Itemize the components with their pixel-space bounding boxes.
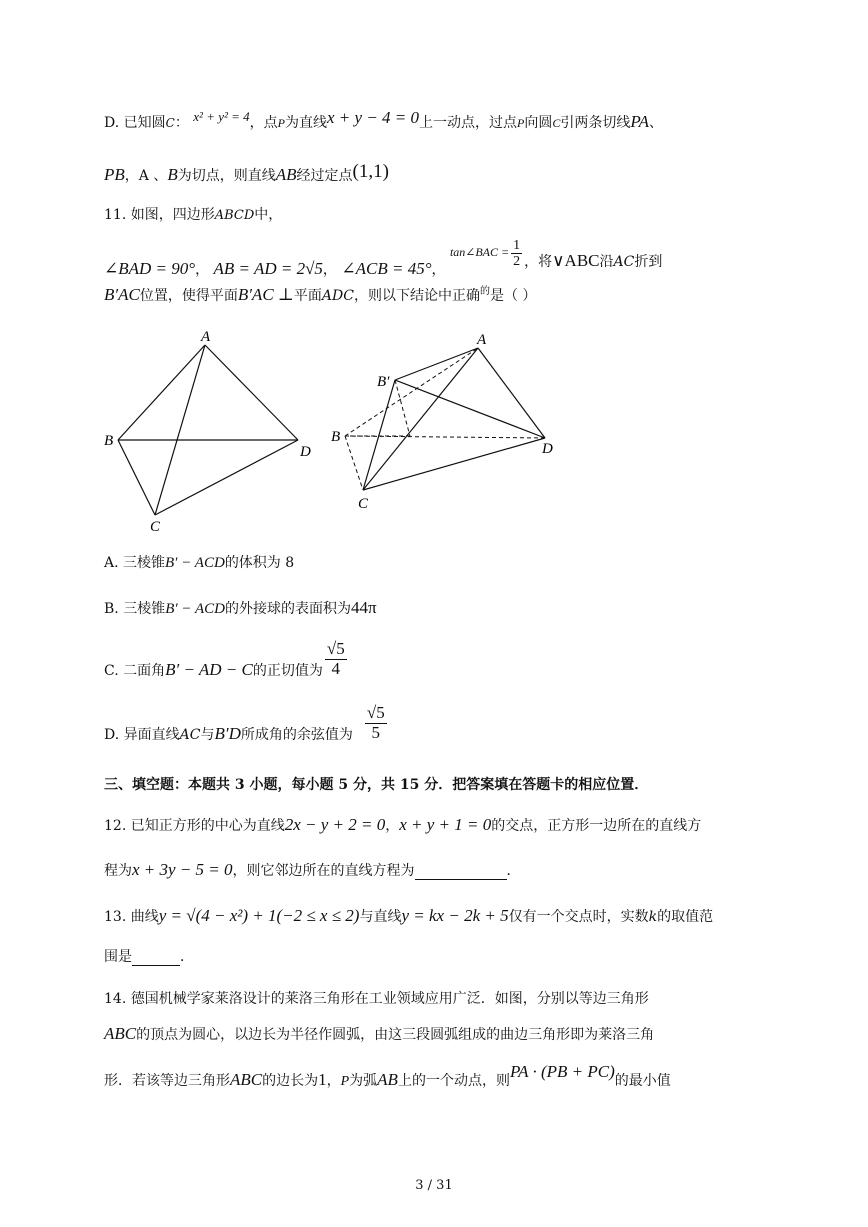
q11-option-d: D. 异面直线AC与B′D所成角的余弦值为 $\frac{√5}{5}$ [104,703,385,744]
curve-equation: y = √(4 − x²) + 1(−2 ≤ x ≤ 2) [158,906,360,925]
label-c: C [150,519,161,535]
q12-line1: 12. 已知正方形的中心为直线2x − y + 2 = 0，x + y + 1 = 0的交点，正方形一边所在的直线方 [104,815,702,834]
q12-line2: 程为x + 3y − 5 = 0，则它邻边所在的直线方程为 ． [104,860,521,879]
label-d: D [300,444,311,460]
dashed-bc [345,436,363,490]
option-d-fraction: $\frac{√5}{5}$ [366,703,385,742]
edge-bc [118,440,155,515]
tan-fraction: $\frac{1}{2}$ [513,238,521,270]
line-equation: x + y − 4 = 0 [327,108,420,127]
edge-cd [155,440,298,515]
q13-answer-blank[interactable] [132,949,180,966]
section-3-heading: 三、填空题：本题共 3 小题，每小题 5 分，共 15 分．把答案填在答题卡的相应位置． [104,777,649,793]
edge-ad [205,345,298,440]
q14-line2: ABC的顶点为圆心，以边长为半径作圆弧，由这三段圆弧组成的曲边三角形即为莱洛三角 [104,1024,655,1043]
line-equation: y = kx − 2k + 5 [401,906,509,925]
label-c: C [358,496,369,512]
label-a: A [201,329,211,345]
figure-quadrilateral-abcd [100,325,320,540]
edge-ab [118,345,205,440]
dashed-b1-foot [395,380,410,436]
q11-option-c: C. 二面角B′ − AD − C的正切值为 $\frac{√5}{4}$ [104,639,345,680]
diagonal-ac [155,345,205,515]
option-d-q10-line2: PB，A 、B为切点，则直线AB经过定点(1,1) [104,161,389,184]
option-c-fraction: $\frac{√5}{4}$ [326,639,345,678]
label-d: D [542,441,553,457]
edge-cd [363,438,545,490]
label-b: B [104,433,114,449]
q11-conditions: ∠BAD = 90°， AB = AD = 2√5， ∠ACB = 45°， tan∠BAC = $\frac{1}{2}$ ，将∨ABC沿AC折到 [104,238,663,278]
edge-ac [363,348,478,490]
edge-b1d [395,380,545,438]
vector-expression: PA · (PB + PC) [509,1062,615,1081]
q11-fold-text: B′AC位置，使得平面B′AC ⊥平面ADC，则以下结论中正确$^的$是（ ） [104,285,537,304]
dashed-ba [345,348,478,436]
page-number: 3 / 31 [415,1178,453,1193]
label-b-prime: B′ [377,374,390,390]
label-a: A [477,332,487,348]
q14-line3: 形．若该等边三角形ABC的边长为1，P为弧AB上的一个动点，则PA · (PB + PC)的最小值 [104,1062,671,1089]
q13-line2: 围是 ． [104,949,194,965]
q14-line1: 14. 德国机械学家莱洛设计的莱洛三角形在工业领域应用广泛．如图，分别以等边三角形 [104,991,649,1007]
fixed-point: (1,1) [352,161,389,182]
q11-stem: 11. 如图，四边形ABCD中， [104,207,283,223]
circle-equation: x² + y² = 4 [193,109,250,124]
q11-option-b: B. 三棱锥B′ − ACD的外接球的表面积为44π [104,598,377,617]
q13-line1: 13. 曲线y = √(4 − x²) + 1(−2 ≤ x ≤ 2)与直线y = kx − 2k + 5仅有一个交点时，实数k的取值范 [104,906,714,925]
option-d-q10-line1: D. 已知圆C： x² + y² = 4，点P为直线x + y − 4 = 0上一动点，过点P向圆C引两条切线PA、 [104,108,663,131]
figure-folded-tetrahedron [325,328,565,518]
q11-option-a: A. 三棱锥B′ − ACD的体积为 8 [104,555,295,571]
label-b: B [331,429,341,445]
edge-b1c [363,380,395,490]
q12-answer-blank[interactable] [415,863,507,880]
